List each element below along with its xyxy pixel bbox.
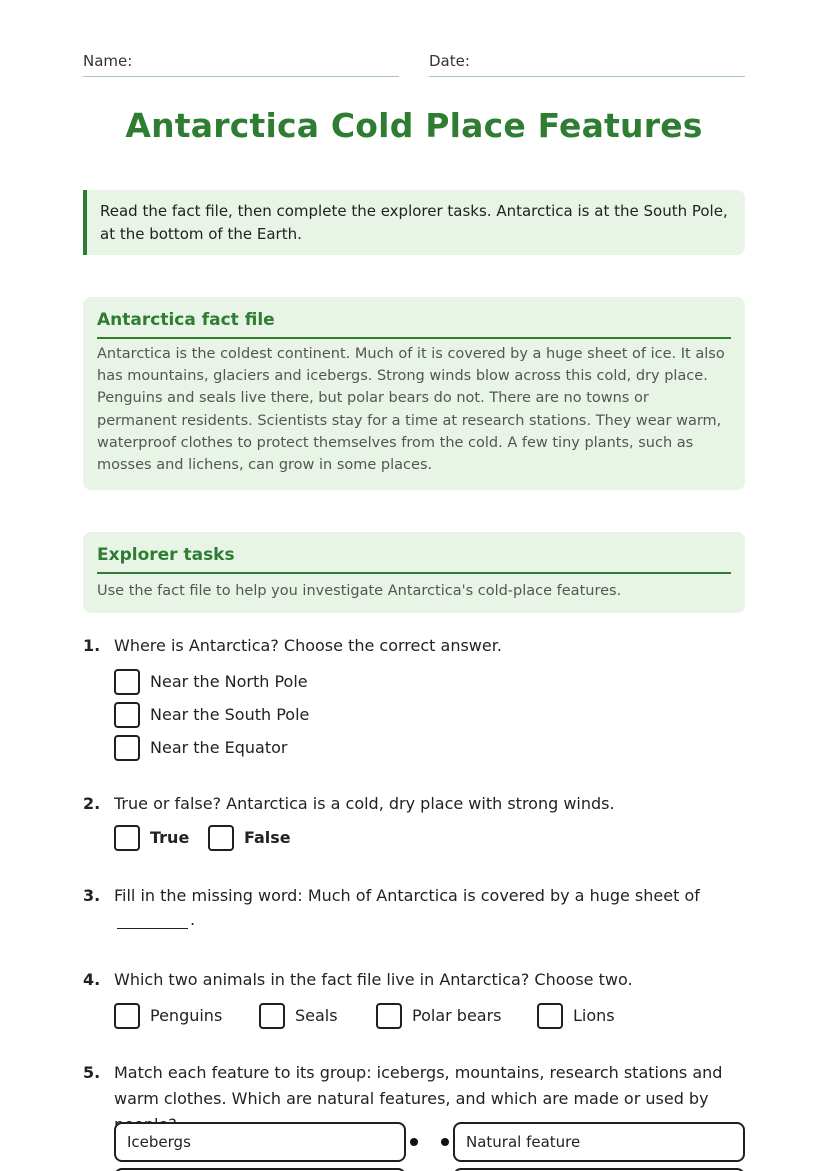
fact-file-card	[83, 297, 745, 490]
intro-text: Read the fact file, then complete the explorer tasks. Antarctica is at the South Pole, at the bottom of the Earth.	[100, 202, 728, 243]
explorer-tasks-card	[83, 532, 745, 613]
answer-blank[interactable]	[117, 928, 188, 929]
match-dot-left[interactable]	[410, 1138, 418, 1146]
checkbox[interactable]	[376, 1003, 402, 1029]
page-title: Antarctica Cold Place Features	[125, 106, 703, 145]
option-label: Near the South Pole	[150, 705, 310, 724]
question-number: 4.	[83, 970, 101, 989]
intro-callout	[83, 190, 745, 255]
q4-option-lions[interactable]	[537, 1003, 615, 1029]
option-label: False	[244, 828, 291, 847]
question-number: 2.	[83, 794, 101, 813]
question-text: True or false? Antarctica is a cold, dry place with strong winds.	[114, 794, 615, 813]
question-number: 5.	[83, 1063, 101, 1082]
q1-option-south-pole[interactable]	[114, 702, 309, 728]
option-label: Seals	[295, 1006, 338, 1025]
match-group-label: Natural feature	[466, 1133, 581, 1151]
checkbox[interactable]	[114, 669, 140, 695]
checkbox[interactable]	[259, 1003, 285, 1029]
match-group-right[interactable]	[453, 1122, 745, 1162]
checkbox[interactable]	[114, 1003, 140, 1029]
question-text: Match each feature to its group: icebergs, mountains, research stations and warm clothes. Which are natural features, and which are made or used by	[114, 1063, 723, 1108]
name-label: Name:	[83, 52, 133, 70]
match-item-label: Icebergs	[127, 1133, 191, 1151]
explorer-tasks-title: Explorer tasks	[97, 545, 731, 574]
option-label: Near the Equator	[150, 738, 288, 757]
question-number: 1.	[83, 636, 101, 655]
match-dot-right[interactable]	[441, 1138, 449, 1146]
q4-option-polar-bears[interactable]	[376, 1003, 502, 1029]
blank-period: .	[190, 910, 196, 929]
checkbox[interactable]	[114, 825, 140, 851]
question-text: Where is Antarctica? Choose the correct answer.	[114, 636, 502, 655]
fact-file-title: Antarctica fact file	[97, 310, 731, 339]
checkbox[interactable]	[537, 1003, 563, 1029]
name-field[interactable]	[83, 50, 399, 77]
q1-option-north-pole[interactable]	[114, 669, 308, 695]
option-label: Near the North Pole	[150, 672, 308, 691]
option-label: Lions	[573, 1006, 615, 1025]
date-field[interactable]	[429, 50, 745, 77]
q2-option-false[interactable]	[208, 825, 291, 851]
option-label: True	[150, 828, 190, 847]
match-item-left[interactable]	[114, 1122, 406, 1162]
checkbox[interactable]	[114, 702, 140, 728]
q4-option-seals[interactable]	[259, 1003, 338, 1029]
checkbox[interactable]	[114, 735, 140, 761]
fact-file-body: Antarctica is the coldest continent. Much of it is covered by a huge sheet of ice. It also has mountains, glaciers and icebergs. Strong winds blow across this cold, dry place. Penguins and seals live there, but polar bears do not. There are no towns or permanent residents. Scientists stay for a time at research stations. They wear warm, waterproof clothes to protect themselves from the cold. A few tiny plants, such as mosses and lichens, can grow in some places.	[97, 346, 725, 474]
question-number: 3.	[83, 886, 101, 905]
question-text: Which two animals in the fact file live in Antarctica? Choose two.	[114, 970, 633, 989]
q2-option-true[interactable]	[114, 825, 189, 851]
explorer-tasks-subtitle: Use the fact file to help you investigate Antarctica's cold-place features.	[97, 583, 622, 599]
date-label: Date:	[429, 52, 470, 70]
q4-option-penguins[interactable]	[114, 1003, 222, 1029]
option-label: Polar bears	[412, 1006, 502, 1025]
checkbox[interactable]	[208, 825, 234, 851]
question-text: Fill in the missing word: Much of Antarctica is covered by a huge sheet of	[114, 886, 700, 905]
name-date-row	[83, 50, 745, 77]
q1-option-equator[interactable]	[114, 735, 287, 761]
option-label: Penguins	[150, 1006, 223, 1025]
